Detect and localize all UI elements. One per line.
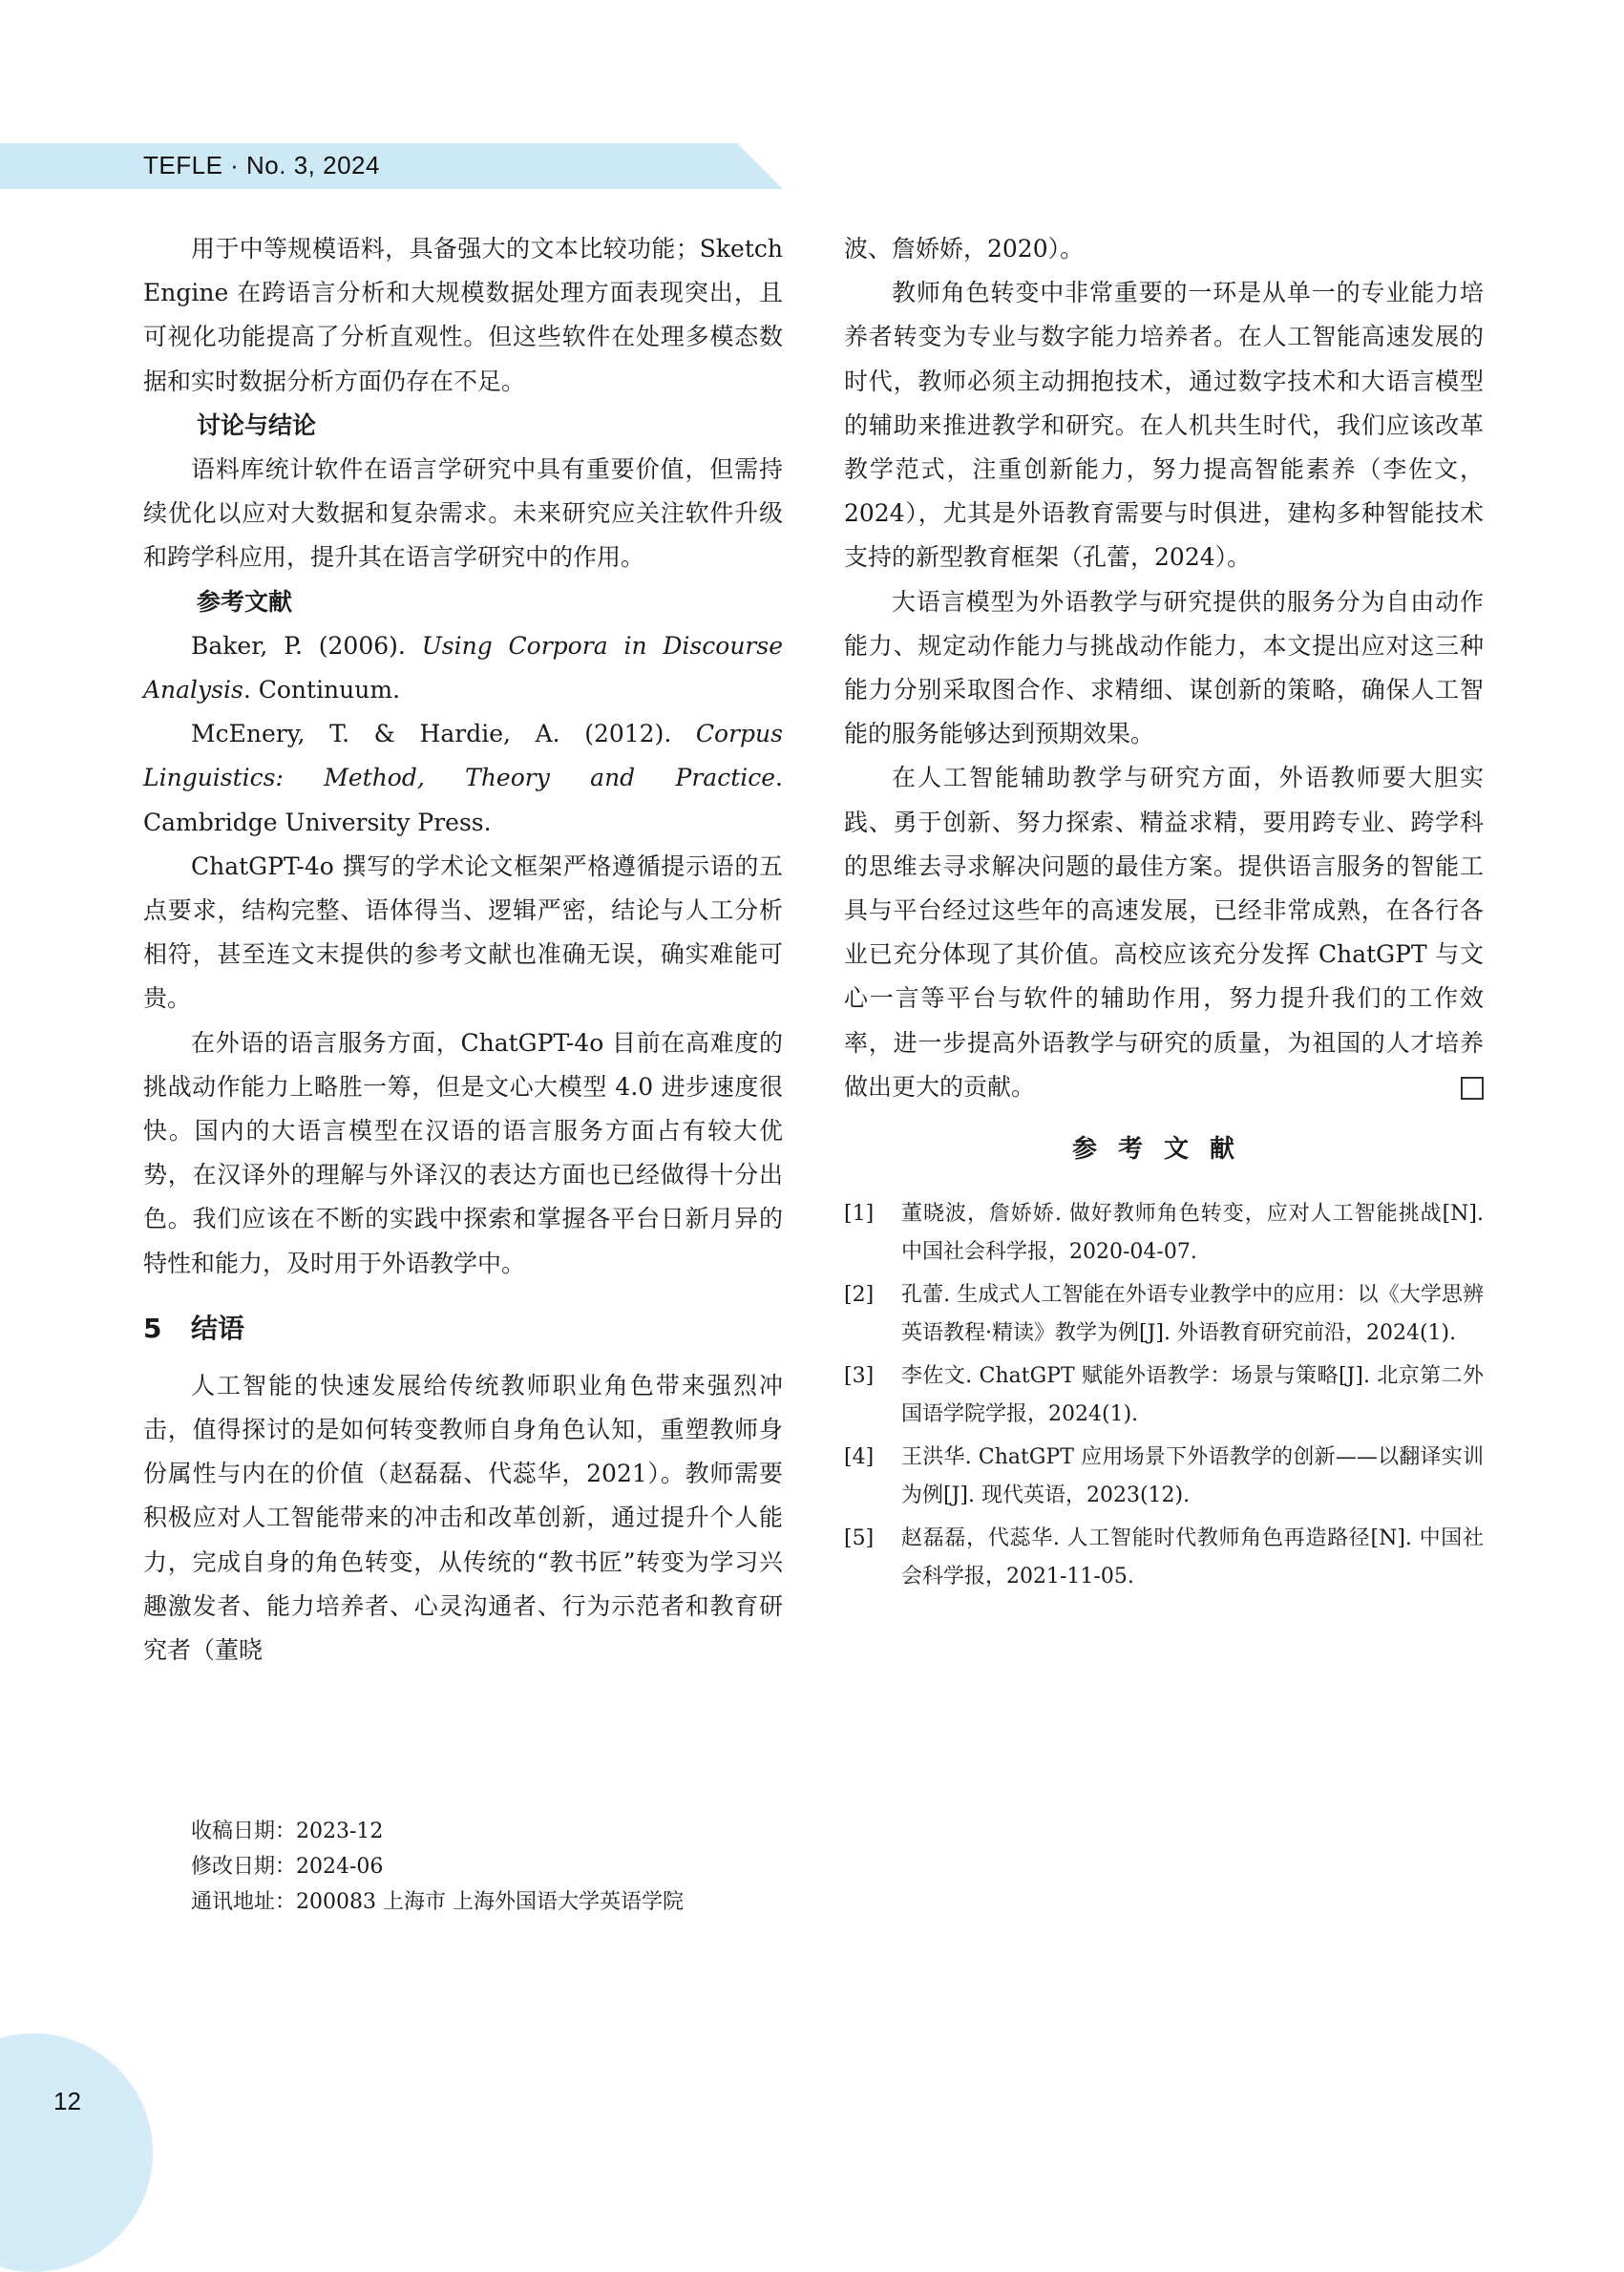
header-band: [0, 143, 783, 189]
ref-authors: McEnery, T. & Hardie, A. (2012).: [191, 720, 696, 748]
correspondence-address: 通讯地址：200083 上海市 上海外国语大学英语学院: [191, 1890, 684, 1914]
revised-date: 修改日期：2024-06: [191, 1855, 384, 1879]
reference-item: [844, 1520, 1484, 1596]
paragraph: 用于中等规模语料，具备强大的文本比较功能；Sketch Engine 在跨语言分析和大规模数据处理方面表现突出，且可视化功能提高了分析直观性。但这些软件在处理多模态数据和实时数据分析方面仍存在不足。: [143, 235, 783, 395]
reference-item: [844, 1276, 1484, 1353]
ref-authors: Baker, P. (2006).: [191, 631, 422, 660]
left-column: [143, 227, 783, 1672]
article-info: [191, 1814, 684, 1920]
paragraph-final: [844, 756, 1484, 1109]
section-number: 5: [143, 1312, 162, 1344]
reference-list: [844, 1195, 1484, 1596]
paragraph: 在外语的语言服务方面，ChatGPT-4o 目前在高难度的挑战动作能力上略胜一筹，但是文心大模型 4.0 进步速度很快。国内的大语言模型在汉语的语言服务方面占有较大优势，在汉译外的理解与外译汉的表达方面也已经做得十分出色。我们应该在不断的实践中探索和掌握各平台日新月异的特性和能力，及时用于外语教学中。: [143, 1028, 783, 1277]
reference-text: 赵磊磊，代蕊华. 人工智能时代教师角色再造路径[N]. 中国社会科学报，2021-11-05.: [901, 1526, 1484, 1589]
inner-reference: [143, 712, 783, 845]
right-column: [844, 227, 1484, 1601]
subheading-references: 参考文献: [197, 587, 293, 616]
reference-item: [844, 1357, 1484, 1434]
reference-text: 李佐文. ChatGPT 赋能外语教学：场景与策略[J]. 北京第二外国语学院学报，2024(1).: [901, 1364, 1484, 1427]
paragraph-text: 在人工智能辅助教学与研究方面，外语教师要大胆实践、勇于创新、努力探索、精益求精，要用跨专业、跨学科的思维去寻求解决问题的最佳方案。提供语言服务的智能工具与平台经过这些年的高速发展，已经非常成熟，在各行各业已充分体现了其价值。高校应该充分发挥 ChatGPT 与文心一言等平台与软件的辅助作用，努力提升我们的工作效率，进一步提高外语教学与研究的质量，为祖国的人才培养做出更大的贡献。: [844, 764, 1484, 1101]
ref-title: Using Corpora in Discourse Analysis: [143, 631, 783, 705]
paragraph: ChatGPT-4o 撰写的学术论文框架严格遵循提示语的五点要求，结构完整、语体得当、逻辑严密，结论与人工分析相符，甚至连文末提供的参考文献也准确无误，确实难能可贵。: [143, 852, 783, 1013]
journal-header: TEFLE · No. 3, 2024: [143, 151, 380, 179]
subheading-discussion: 讨论与结论: [197, 410, 317, 439]
ref-publisher: . Continuum.: [243, 676, 401, 705]
corner-decoration: [0, 2033, 153, 2272]
reference-number: [2]: [844, 1283, 875, 1308]
section-heading: [143, 1307, 783, 1351]
reference-item: [844, 1439, 1484, 1515]
reference-text: 王洪华. ChatGPT 应用场景下外语教学的创新——以翻译实训为例[J]. 现代英语，2023(12).: [901, 1445, 1484, 1508]
reference-number: [4]: [844, 1445, 875, 1470]
received-date: 收稿日期：2023-12: [191, 1820, 384, 1843]
reference-number: [3]: [844, 1364, 875, 1389]
ref-publisher: . Cambridge University Press.: [143, 764, 783, 836]
paragraph: 教师角色转变中非常重要的一环是从单一的专业能力培养者转变为专业与数字能力培养者。在人工智能高速发展的时代，教师必须主动拥抱技术，通过数字技术和大语言模型的辅助来推进教学和研究。在人机共生时代，我们应该改革教学范式，注重创新能力，努力提高智能素养（李佐文，2024），尤其是外语教育需要与时俱进，建构多种智能技术支持的新型教育框架（孔蕾，2024）。: [844, 279, 1484, 572]
inner-reference: [143, 624, 783, 712]
reference-number: [1]: [844, 1202, 875, 1227]
reference-text: 孔蕾. 生成式人工智能在外语专业教学中的应用：以《大学思辨英语教程·精读》教学为例[J]. 外语教育研究前沿，2024(1).: [901, 1283, 1484, 1346]
paragraph: 波、詹娇娇，2020）。: [844, 235, 1085, 263]
references-heading: 参考文献: [1071, 1135, 1255, 1165]
paragraph: 大语言模型为外语教学与研究提供的服务分为自由动作能力、规定动作能力与挑战动作能力，本文提出应对这三种能力分别采取图合作、求精细、谋创新的策略，确保人工智能的服务能够达到预期效果。: [844, 587, 1484, 748]
end-mark-icon: [1461, 1077, 1484, 1100]
reference-text: 董晓波，詹娇娇. 做好教师角色转变，应对人工智能挑战[N]. 中国社会科学报，2020-04-07.: [901, 1202, 1484, 1265]
reference-item: [844, 1195, 1484, 1272]
section-title: 结语: [191, 1312, 245, 1344]
paragraph: 人工智能的快速发展给传统教师职业角色带来强烈冲击，值得探讨的是如何转变教师自身角色认知，重塑教师身份属性与内在的价值（赵磊磊、代蕊华，2021）。教师需要积极应对人工智能带来的冲击和改革创新，通过提升个人能力，完成自身的角色转变，从传统的“教书匠”转变为学习兴趣激发者、能力培养者、心灵沟通者、行为示范者和教育研究者（董晓: [143, 1371, 783, 1665]
page-number: 12: [53, 2087, 81, 2115]
ref-title: Corpus Linguistics: Method, Theory and Practice: [143, 720, 783, 792]
paragraph: 语料库统计软件在语言学研究中具有重要价值，但需持续优化以应对大数据和复杂需求。未来研究应关注软件升级和跨学科应用，提升其在语言学研究中的作用。: [143, 455, 783, 572]
reference-number: [5]: [844, 1526, 875, 1551]
